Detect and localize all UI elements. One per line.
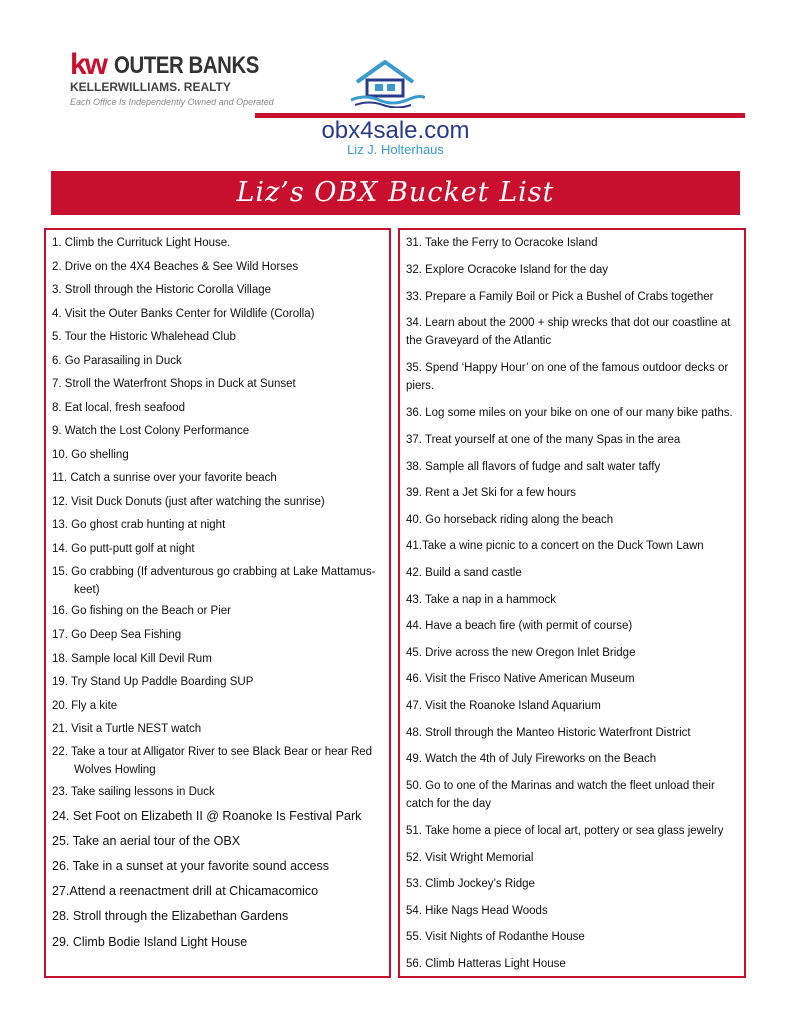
list-item: 42. Build a sand castle	[406, 567, 522, 579]
list-item: 9. Watch the Lost Colony Performance	[52, 425, 250, 437]
list-item: 18. Sample local Kill Devil Rum	[52, 653, 212, 665]
list-item: 26. Take in a sunset at your favorite sound access	[52, 859, 330, 873]
list-item: 15. Go crabbing (If adventurous go crabbing at Lake Mattamus-keet)	[52, 566, 376, 596]
brand-name: Liz J. Holterhaus	[347, 142, 444, 157]
list-item: 35. Spend ‘Happy Hour’ on one of the famous outdoor decks or piers.	[406, 362, 729, 392]
list-item: 47. Visit the Roanoke Island Aquarium	[406, 700, 601, 712]
kw-tagline: Each Office Is Independently Owned and Operated	[70, 97, 274, 107]
brand-url: obx4sale.com	[321, 117, 470, 144]
list-item: 27.Attend a reenactment drill at Chicamacomico	[52, 884, 319, 898]
list-item: 37. Treat yourself at one of the many Spas in the area	[406, 434, 681, 446]
list-item: 52. Visit Wright Memorial	[406, 852, 534, 864]
list-item: 40. Go horseback riding along the beach	[406, 514, 614, 526]
list-item: 41.Take a wine picnic to a concert on the Duck Town Lawn	[406, 540, 704, 552]
list-item: 48. Stroll through the Manteo Historic Waterfront District	[406, 727, 691, 739]
list-item: 25. Take an aerial tour of the OBX	[52, 834, 241, 848]
list-item: 28. Stroll through the Elizabethan Gardens	[52, 909, 289, 923]
list-item: 44. Have a beach fire (with permit of course)	[406, 620, 633, 632]
title-banner	[51, 171, 740, 215]
list-item: 36. Log some miles on your bike on one of our many bike paths.	[406, 407, 733, 419]
list-item: 29. Climb Bodie Island Light House	[52, 935, 248, 949]
list-item: 4. Visit the Outer Banks Center for Wildlife (Corolla)	[52, 308, 315, 320]
list-item: 49. Watch the 4th of July Fireworks on the Beach	[406, 753, 657, 765]
list-item: 11. Catch a sunrise over your favorite beach	[52, 472, 277, 484]
list-item: 39. Rent a Jet Ski for a few hours	[406, 487, 577, 499]
list-item: 46. Visit the Frisco Native American Museum	[406, 673, 635, 685]
list-item: 21. Visit a Turtle NEST watch	[52, 723, 202, 735]
list-item: 50. Go to one of the Marinas and watch the fleet unload their catch for the day	[406, 780, 715, 810]
list-item: 56. Climb Hatteras Light House	[406, 958, 566, 970]
list-item: 51. Take home a piece of local art, pottery or sea glass jewelry	[406, 825, 724, 837]
list-item: 23. Take sailing lessons in Duck	[52, 786, 215, 798]
list-item: 14. Go putt-putt golf at night	[52, 543, 195, 555]
list-item: 19. Try Stand Up Paddle Boarding SUP	[52, 676, 254, 688]
kw-subtitle: KELLERWILLIAMS. REALTY	[70, 80, 231, 94]
list-item: 5. Tour the Historic Whalehead Club	[52, 331, 236, 343]
list-item: 32. Explore Ocracoke Island for the day	[406, 264, 608, 276]
list-item: 17. Go Deep Sea Fishing	[52, 629, 182, 641]
bucket-list-left	[44, 228, 391, 978]
list-item: 24. Set Foot on Elizabeth II @ Roanoke Is Festival Park	[52, 809, 362, 823]
list-item: 10. Go shelling	[52, 449, 129, 461]
list-item: 45. Drive across the new Oregon Inlet Bridge	[406, 647, 636, 659]
list-item: 53. Climb Jockey’s Ridge	[406, 878, 535, 890]
list-item: 20. Fly a kite	[52, 700, 118, 712]
list-item: 55. Visit Nights of Rodanthe House	[406, 931, 585, 943]
house-logo-icon	[345, 58, 425, 108]
list-item: 12. Visit Duck Donuts (just after watching the sunrise)	[52, 496, 325, 508]
list-item: 38. Sample all flavors of fudge and salt water taffy	[406, 461, 661, 473]
list-item: 2. Drive on the 4X4 Beaches & See Wild Horses	[52, 261, 299, 273]
bucket-list-right	[398, 228, 746, 978]
list-item: 13. Go ghost crab hunting at night	[52, 519, 226, 531]
list-item: 3. Stroll through the Historic Corolla Village	[52, 284, 272, 296]
list-item: 7. Stroll the Waterfront Shops in Duck at Sunset	[52, 378, 296, 390]
list-item: 43. Take a nap in a hammock	[406, 594, 557, 606]
page-title: Liz’s OBX Bucket List	[236, 177, 555, 208]
list-item: 22. Take a tour at Alligator River to see Black Bear or hear Red Wolves Howling	[52, 746, 373, 776]
list-item: 1. Climb the Currituck Light House.	[52, 237, 231, 249]
list-item: 6. Go Parasailing in Duck	[52, 355, 182, 367]
kw-title: OUTER BANKS	[114, 52, 259, 79]
list-item: 31. Take the Ferry to Ocracoke Island	[406, 237, 598, 249]
list-item: 16. Go fishing on the Beach or Pier	[52, 605, 231, 617]
list-item: 54. Hike Nags Head Woods	[406, 905, 548, 917]
list-item: 8. Eat local, fresh seafood	[52, 402, 185, 414]
list-item: 33. Prepare a Family Boil or Pick a Bushel of Crabs together	[406, 291, 714, 303]
kw-mark: kw	[70, 48, 107, 81]
list-item: 34. Learn about the 2000 + ship wrecks that dot our coastline at the Graveyard of the Atlantic	[406, 317, 731, 347]
keller-williams-logo	[70, 48, 274, 112]
